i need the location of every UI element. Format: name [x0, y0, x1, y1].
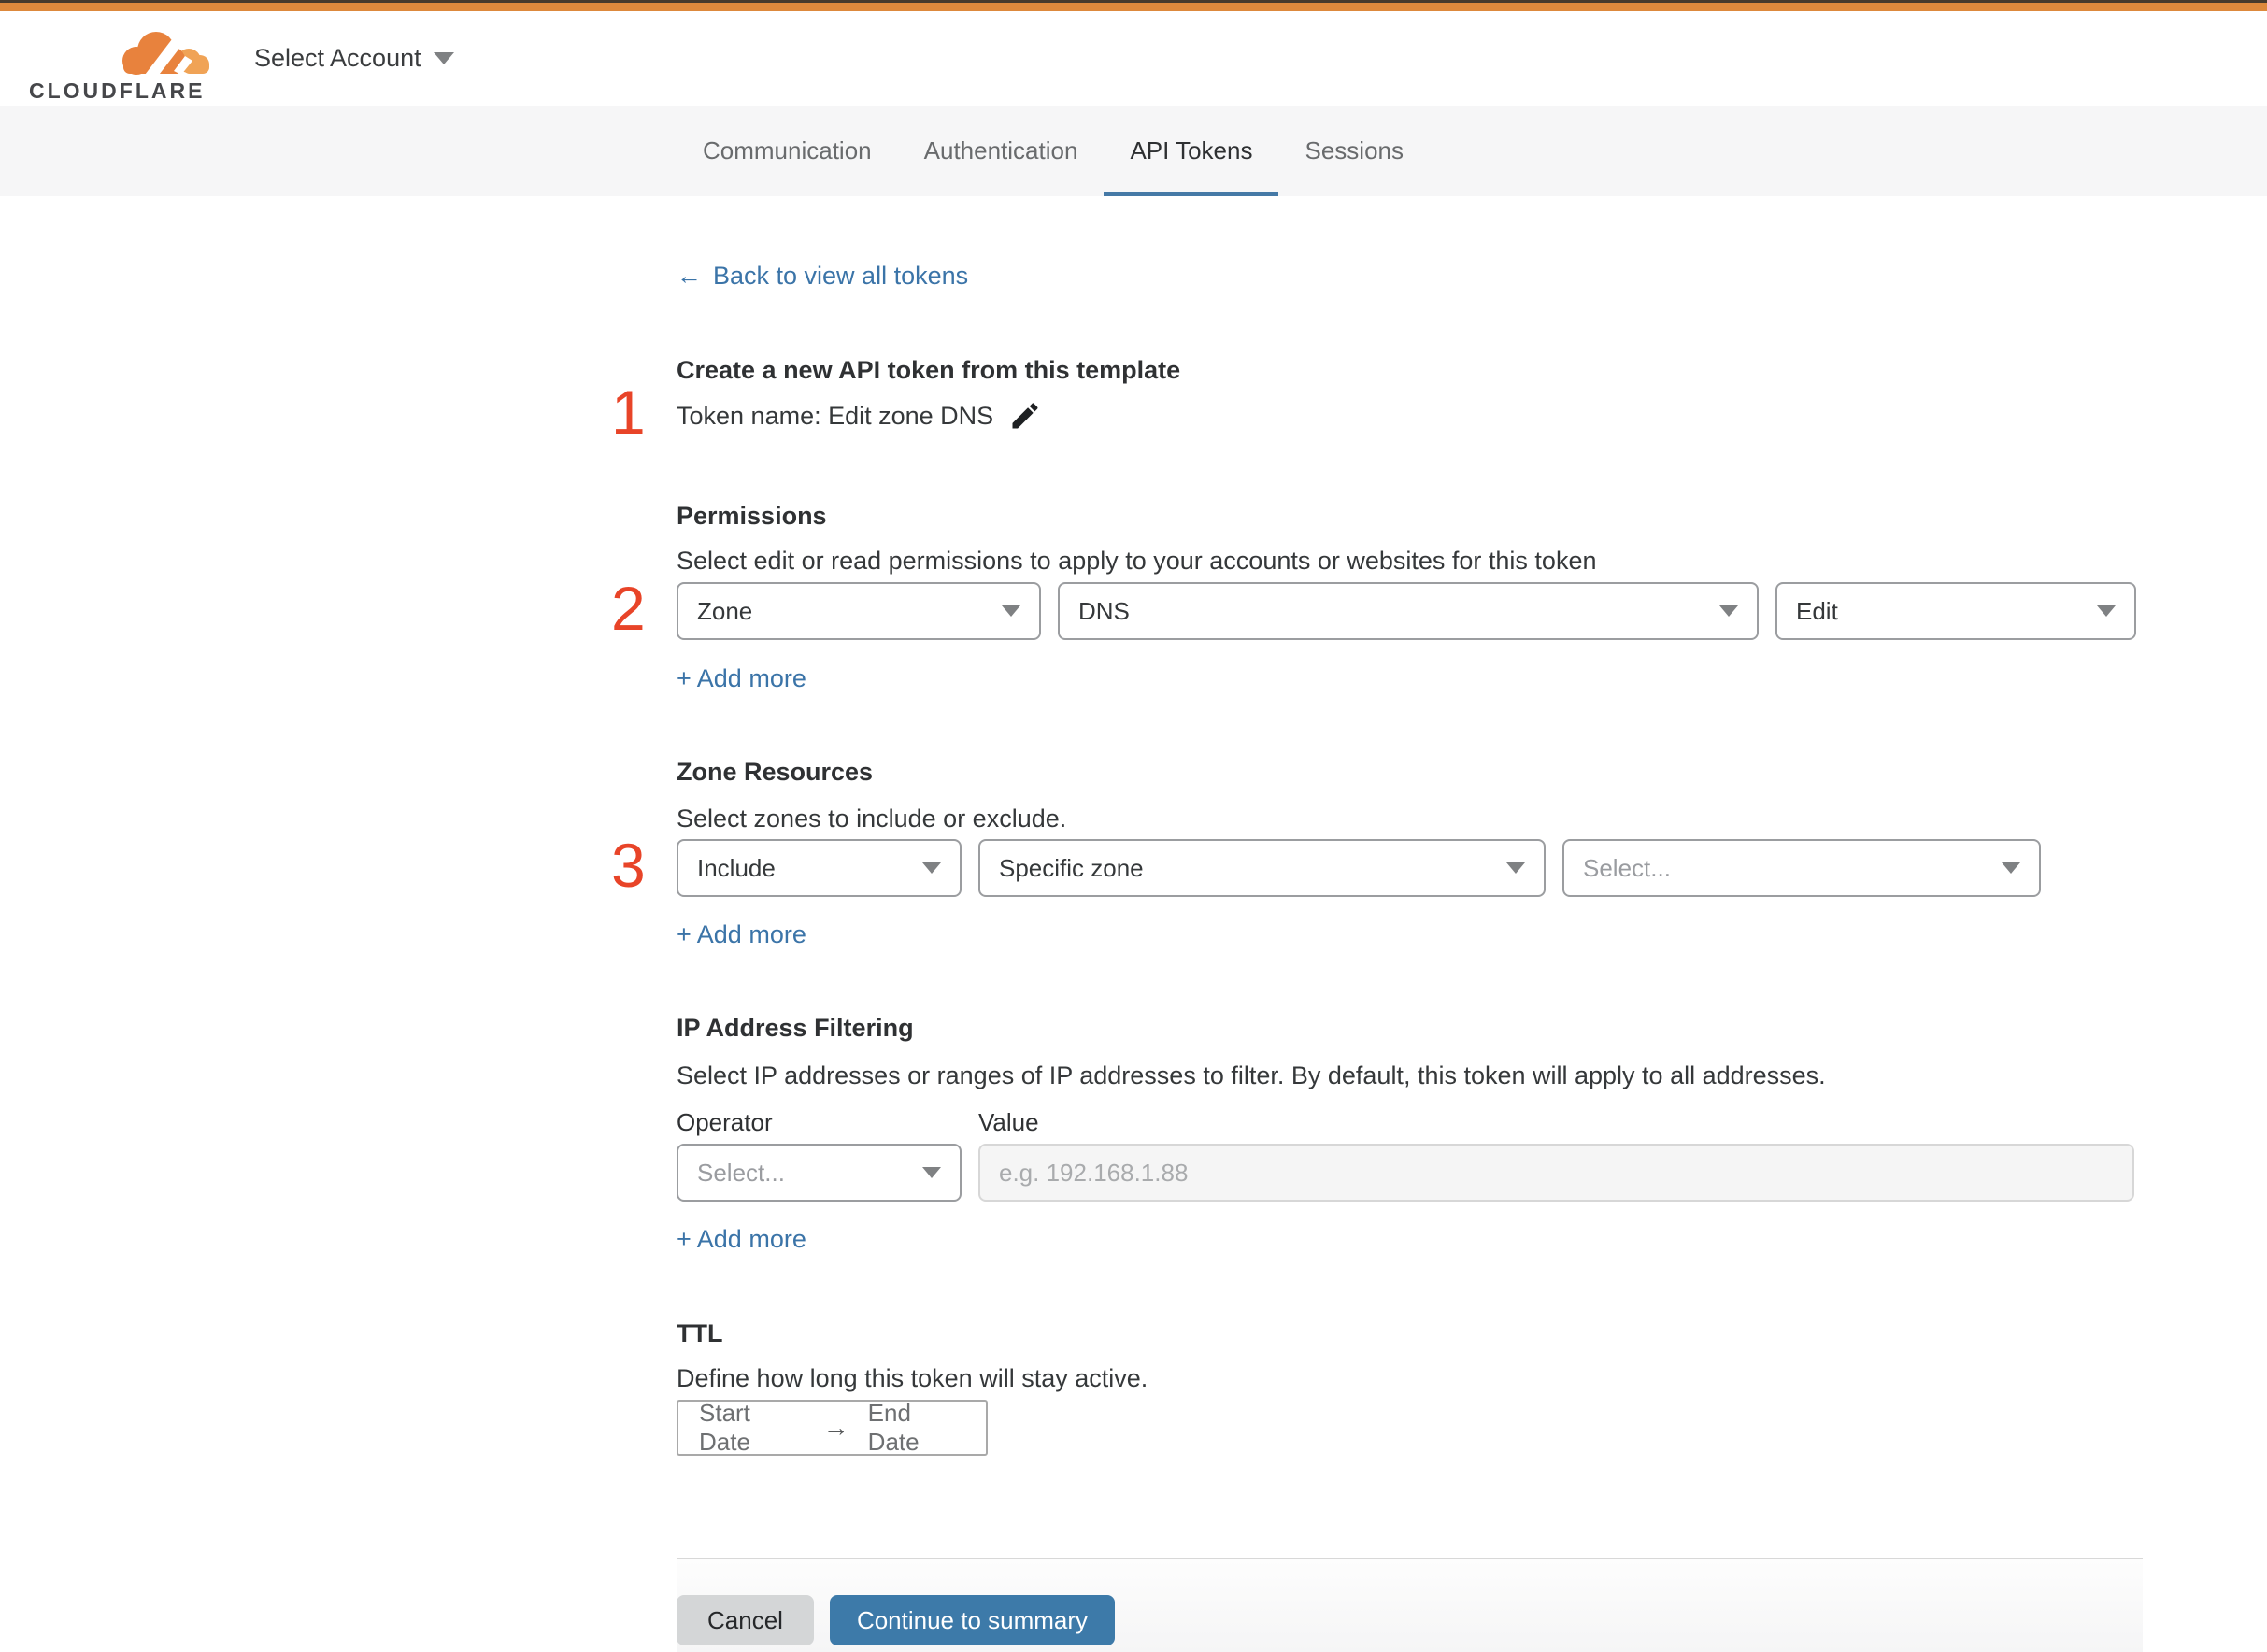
permission-resource-value: DNS — [1078, 596, 1130, 625]
cancel-button[interactable]: Cancel — [677, 1595, 814, 1645]
chevron-down-icon — [922, 1167, 941, 1178]
profile-tabbar — [0, 106, 2267, 196]
end-date-placeholder: End Date — [867, 1399, 920, 1456]
zone-resources-add-more-link[interactable]: + Add more — [677, 920, 806, 948]
chevron-down-icon — [1506, 862, 1525, 874]
step-number-1: 1 — [611, 377, 646, 447]
chevron-down-icon — [2097, 605, 2116, 617]
continue-to-summary-button[interactable]: Continue to summary — [830, 1595, 1115, 1645]
date-range-picker[interactable] — [677, 1400, 988, 1456]
brand-orange-bar — [0, 3, 2267, 11]
tab-communication[interactable]: Communication — [703, 136, 872, 164]
permissions-description: Select edit or read permissions to apply to your accounts or websites for this token — [677, 547, 1597, 575]
zone-type-value: Specific zone — [999, 853, 1144, 882]
chevron-down-icon — [434, 52, 454, 64]
token-name-text: Token name: Edit zone DNS — [677, 402, 994, 430]
operator-label: Operator — [677, 1108, 773, 1136]
permission-level-select[interactable] — [1775, 582, 2136, 640]
token-template-form — [611, 196, 2143, 1652]
zone-resources-row — [677, 839, 2041, 897]
value-label: Value — [978, 1108, 1039, 1136]
tab-api-tokens[interactable]: API Tokens — [1104, 106, 1278, 196]
arrow-left-icon: ← — [677, 262, 702, 290]
token-name-row — [677, 399, 1042, 433]
permission-scope-select[interactable] — [677, 582, 1041, 640]
ip-filtering-description: Select IP addresses or ranges of IP addresses to filter. By default, this token will apply to all addresses. — [677, 1061, 1826, 1089]
app-header — [0, 11, 2267, 106]
cloudflare-cloud-icon — [116, 30, 213, 82]
step-number-2: 2 — [611, 574, 646, 643]
footer-divider — [677, 1558, 2143, 1559]
permission-resource-select[interactable] — [1058, 582, 1759, 640]
ip-filtering-row — [677, 1144, 2134, 1202]
ip-filtering-title: IP Address Filtering — [677, 1014, 914, 1042]
account-selector-label: Select Account — [254, 44, 421, 72]
permissions-title: Permissions — [677, 502, 827, 530]
zone-value-placeholder: Select... — [1583, 853, 1671, 882]
tab-sessions[interactable]: Sessions — [1305, 136, 1404, 164]
zone-type-select[interactable] — [978, 839, 1546, 897]
logo-wordmark: CLOUDFLARE — [29, 78, 206, 103]
footer-actions — [677, 1595, 1115, 1645]
ttl-title: TTL — [677, 1319, 723, 1347]
ip-value-input[interactable] — [978, 1144, 2134, 1202]
zone-include-select[interactable] — [677, 839, 962, 897]
start-date-placeholder: Start Date — [699, 1399, 750, 1456]
permission-level-value: Edit — [1796, 596, 1838, 625]
zone-include-value: Include — [697, 853, 776, 882]
zone-resources-title: Zone Resources — [677, 758, 874, 786]
cloudflare-logo[interactable] — [29, 30, 211, 103]
back-link[interactable] — [677, 260, 968, 292]
arrow-right-icon: → — [822, 1413, 849, 1442]
operator-placeholder: Select... — [697, 1158, 785, 1187]
step-number-3: 3 — [611, 831, 646, 900]
chevron-down-icon — [922, 862, 941, 874]
page-title: Create a new API token from this template — [677, 356, 1181, 384]
chevron-down-icon — [1719, 605, 1738, 617]
ip-filtering-add-more-link[interactable]: + Add more — [677, 1225, 806, 1253]
permissions-row — [677, 582, 2136, 640]
zone-value-select[interactable] — [1562, 839, 2041, 897]
back-link-label: Back to view all tokens — [713, 262, 969, 290]
permission-scope-value: Zone — [697, 596, 753, 625]
permissions-add-more-link[interactable]: + Add more — [677, 664, 806, 692]
account-selector[interactable] — [254, 11, 454, 106]
operator-select[interactable] — [677, 1144, 962, 1202]
chevron-down-icon — [1002, 605, 1020, 617]
chevron-down-icon — [2002, 862, 2020, 874]
tab-authentication[interactable]: Authentication — [923, 136, 1078, 164]
edit-pencil-icon[interactable] — [1008, 399, 1042, 433]
zone-resources-description: Select zones to include or exclude. — [677, 805, 1067, 833]
ttl-description: Define how long this token will stay active. — [677, 1364, 1148, 1392]
